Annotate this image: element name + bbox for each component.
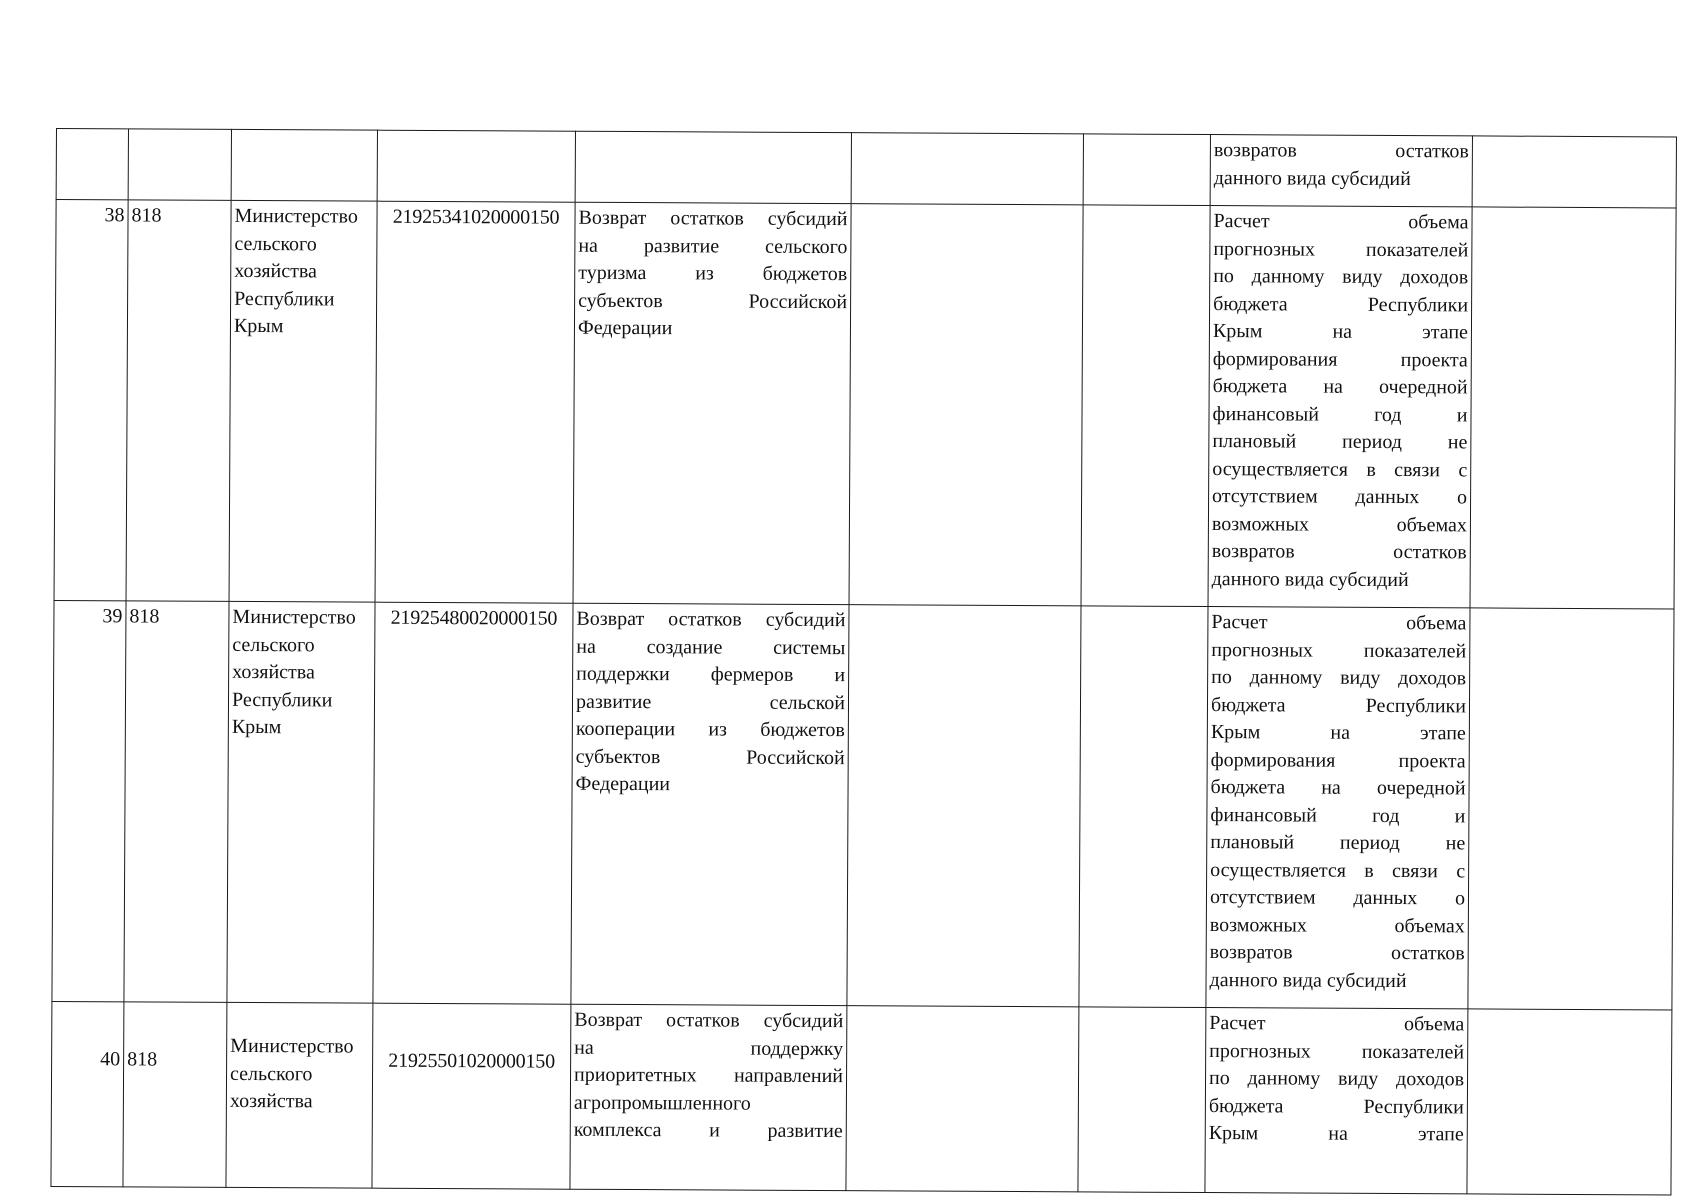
income-name: [570, 1004, 847, 1190]
revenue-forecast-table: [50, 128, 1677, 1195]
calc-method: [1205, 1008, 1468, 1194]
text-line: субъектов Российской: [575, 745, 845, 769]
table-row-40: [51, 1001, 1672, 1194]
text-line: на создание системы: [576, 635, 846, 659]
text-line: бюджета на очередной: [1210, 776, 1466, 800]
text-line: Министерство: [234, 204, 358, 228]
cell-calc-method: [1210, 135, 1472, 207]
text-line: отсутствием данных о: [1212, 485, 1468, 509]
kbk-code: 21925501020000150: [372, 1003, 571, 1189]
admin-code: 818: [123, 1002, 227, 1188]
text-line: прогнозных показателей: [1211, 638, 1467, 662]
text-line: сельского: [234, 232, 317, 255]
text-line: осуществляется в связи с: [1210, 858, 1466, 882]
cell-empty-1: [846, 1006, 1079, 1192]
text-line: Федерации: [575, 772, 671, 796]
admin-name: [227, 601, 375, 1003]
text-line: Министерство: [230, 1034, 354, 1058]
admin-code: 818: [126, 200, 231, 602]
cell-kbk: [377, 130, 575, 202]
text-line: туризма из бюджетов: [578, 261, 848, 286]
text-line: Возврат остатков субсидий: [578, 206, 848, 231]
text-line: бюджета Республики: [1210, 693, 1467, 717]
row-number: 38: [54, 200, 128, 601]
cell-empty-2: [1083, 134, 1210, 206]
text-line: Возврат остатков субсидий: [576, 607, 846, 632]
text-line: плановый период не: [1210, 831, 1466, 855]
text-line: развитие сельской: [575, 690, 846, 714]
calc-method: [1208, 206, 1472, 608]
text-line: Республики: [231, 688, 333, 711]
cell-admin-name: [231, 129, 377, 201]
text-line: Расчет объема: [1213, 210, 1469, 234]
text-line: данного вида субсидий: [1213, 166, 1411, 190]
cell-income-name: [575, 131, 851, 203]
text-line: Крым на этапе: [1210, 721, 1466, 745]
text-line: субъектов Российской: [578, 289, 848, 313]
text-line: сельского: [229, 1062, 313, 1085]
kbk-code: 21925341020000150: [375, 201, 575, 603]
text-line: прогнозных показателей: [1209, 1039, 1465, 1063]
cell-empty-3: [1470, 207, 1676, 609]
text-line: хозяйства: [229, 1089, 313, 1113]
text-line: Расчет объема: [1209, 1012, 1465, 1036]
text-line: Федерации: [577, 316, 673, 340]
cell-empty-3: [1472, 136, 1676, 208]
text-line: комплекса и развитие: [573, 1118, 843, 1143]
cell-admin-code: [128, 129, 231, 201]
text-line: Республики: [234, 287, 335, 310]
text-line: данного вида субсидий: [1209, 968, 1407, 992]
cell-num: [56, 129, 128, 200]
text-line: приоритетных направлений: [573, 1063, 844, 1088]
text-line: бюджета на очередной: [1212, 375, 1468, 399]
text-line: возвратов остатков: [1211, 540, 1467, 564]
text-line: Крым на этапе: [1208, 1122, 1464, 1146]
text-line: агропромышленного: [573, 1091, 751, 1115]
text-line: финансовый год и: [1210, 803, 1466, 827]
text-line: по данному виду доходов: [1208, 1067, 1465, 1091]
text-line: Министерство: [232, 605, 356, 629]
cell-empty-2: [1079, 606, 1208, 1008]
text-line: Крым: [233, 314, 284, 338]
text-line: бюджета Республики: [1213, 292, 1469, 316]
income-name: [573, 202, 851, 604]
text-line: кооперации из бюджетов: [575, 717, 845, 742]
text-line: сельского: [232, 633, 315, 656]
text-line: формирования проекта: [1210, 748, 1466, 772]
text-line: прогнозных показателей: [1213, 237, 1469, 261]
text-line: возможных объемах: [1211, 512, 1467, 536]
text-line: возвратов остатков: [1213, 139, 1469, 163]
cell-empty-1: [847, 605, 1081, 1007]
table-row-39: [52, 600, 1674, 1009]
text-line: отсутствием данных о: [1209, 886, 1466, 910]
calc-method: [1206, 607, 1470, 1009]
text-line: Крым: [231, 715, 282, 739]
text-line: бюджета Республики: [1208, 1094, 1464, 1118]
cell-empty-1: [849, 204, 1083, 606]
text-line: данного вида субсидий: [1211, 567, 1409, 591]
text-line: Крым на этапе: [1212, 320, 1469, 344]
cell-empty-1: [851, 133, 1083, 205]
admin-code: 818: [124, 601, 229, 1003]
admin-name: [226, 1002, 373, 1188]
text-line: формирования проекта: [1212, 347, 1468, 371]
text-line: финансовый год и: [1212, 402, 1468, 426]
row-number: 40: [51, 1001, 124, 1186]
text-line: осуществляется в связи с: [1212, 457, 1468, 481]
text-line: хозяйства: [232, 660, 315, 684]
text-line: Расчет объема: [1211, 611, 1467, 635]
income-name: [571, 603, 849, 1005]
cell-empty-3: [1468, 608, 1674, 1010]
text-line: на поддержку: [574, 1036, 844, 1060]
cell-empty-2: [1081, 205, 1210, 607]
text-line: по данному виду доходов: [1213, 265, 1469, 289]
text-line: на развитие сельского: [578, 234, 848, 258]
admin-name: [229, 200, 377, 602]
cell-empty-3: [1467, 1009, 1672, 1195]
table-row-continuation: [56, 129, 1676, 208]
text-line: по данному виду доходов: [1211, 666, 1467, 690]
cell-empty-2: [1078, 1007, 1206, 1193]
text-line: возвратов остатков: [1209, 941, 1465, 965]
text-line: Возврат остатков субсидий: [574, 1008, 844, 1033]
row-number: 39: [52, 600, 126, 1001]
table-row-38: [54, 200, 1676, 609]
text-line: плановый период не: [1212, 430, 1468, 454]
text-line: хозяйства: [234, 259, 318, 283]
kbk-code: 21925480020000150: [373, 602, 573, 1004]
text-line: возможных объемах: [1209, 913, 1465, 937]
text-line: поддержки фермеров и: [576, 662, 846, 687]
